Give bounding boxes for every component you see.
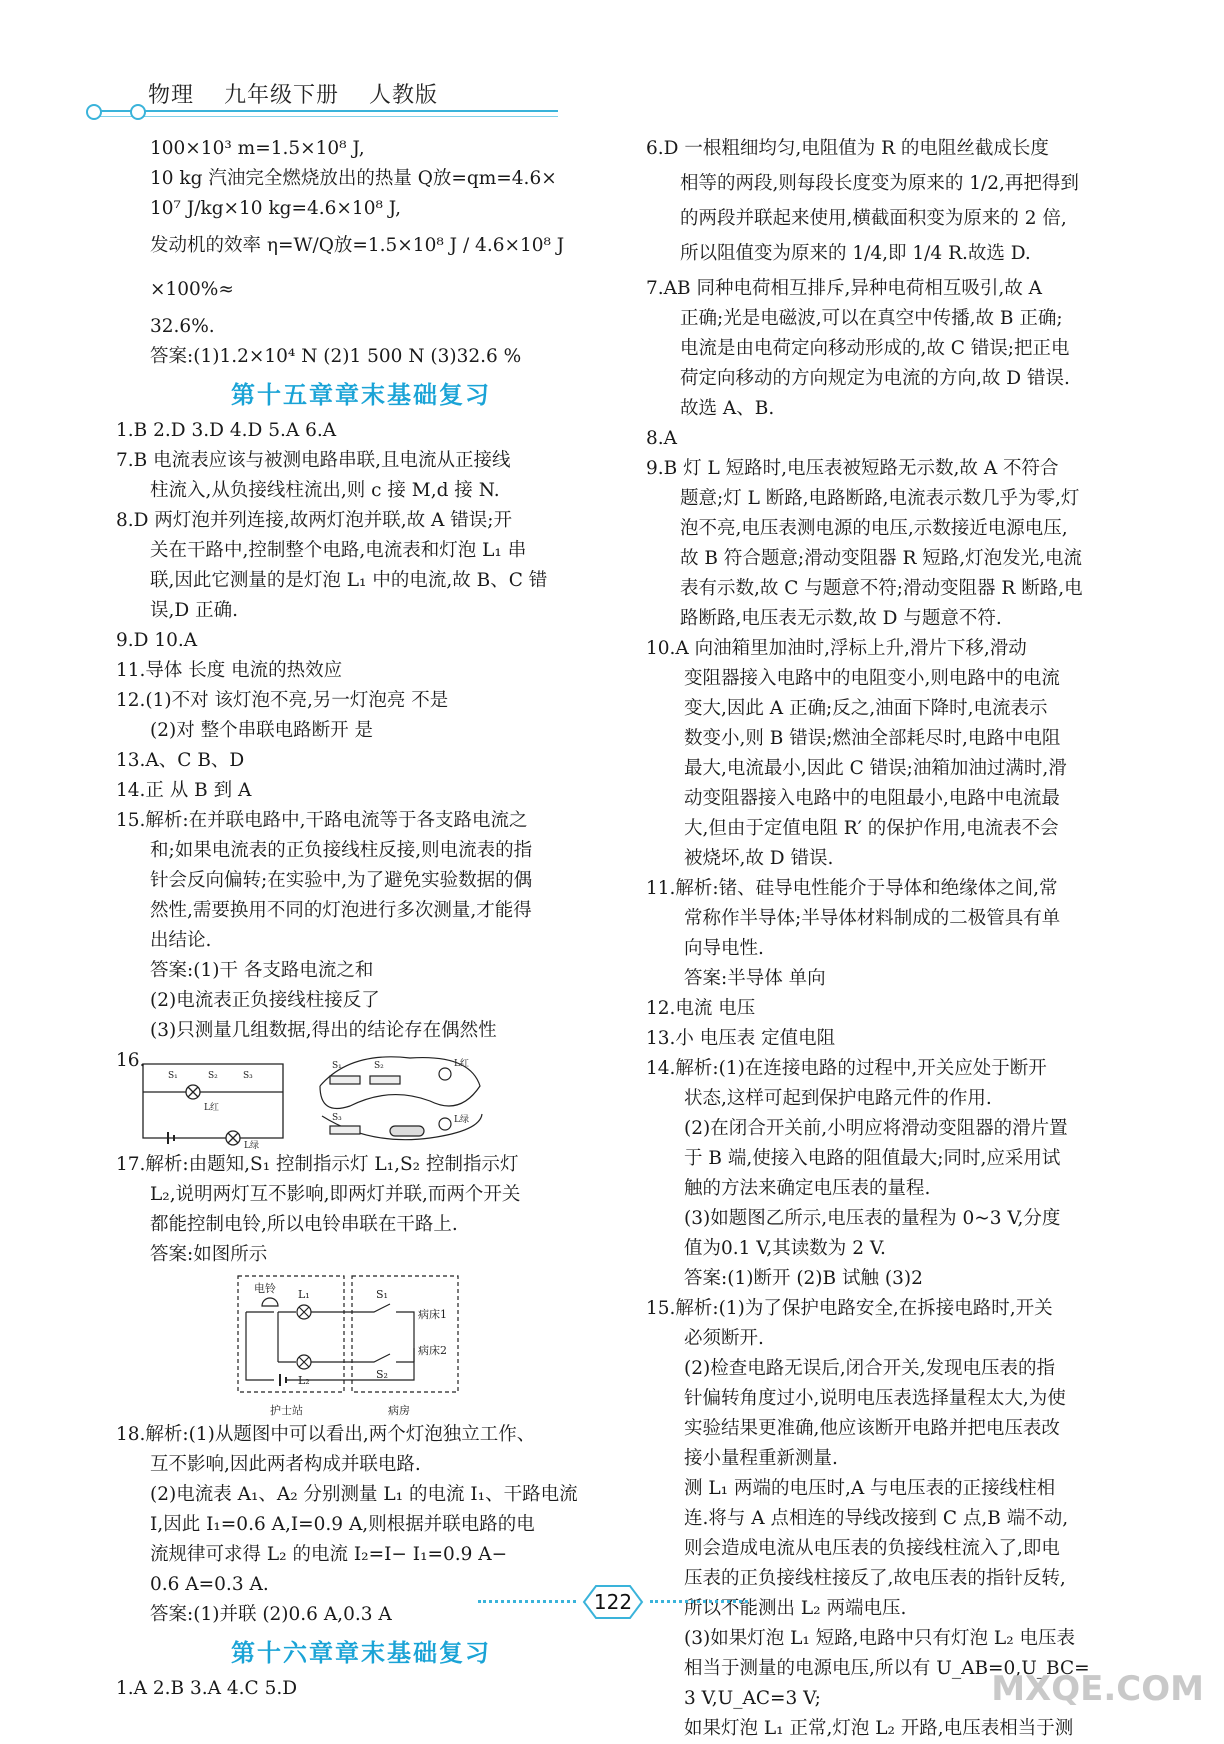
- text-line: 的两段并联起来使用,横截面积变为原来的 2 倍,: [680, 208, 1067, 229]
- page-header: [148, 78, 460, 109]
- answer-line: 11.导体 长度 电流的热效应: [116, 660, 343, 681]
- header-edition: 人教版: [369, 83, 439, 108]
- text-line: 动变阻器接入电路中的电阻最小,电路中电流最: [684, 788, 1060, 809]
- text-line: 题意;灯 L 断路,电路断路,电流表示数几乎为零,灯: [680, 488, 1080, 509]
- section-title-16: 第十六章章末基础复习: [231, 1639, 491, 1667]
- text-line: (3)如题图乙所示,电压表的量程为 0~3 V,分度: [684, 1208, 1061, 1229]
- header-subject: 物理: [148, 83, 195, 108]
- label-l-green: L绿: [244, 1141, 259, 1150]
- answer-line: 8.A: [646, 428, 678, 449]
- answer-line: 13.小 电压表 定值电阻: [646, 1028, 836, 1049]
- label-s2: S₂: [208, 1071, 218, 1081]
- text-line: 关在干路中,控制整个电路,电流表和灯泡 L₁ 串: [150, 540, 527, 561]
- q16-physical-wiring-diagram: [310, 1046, 490, 1150]
- page-number-badge: [580, 1582, 646, 1622]
- answer-line: 12.电流 电压: [646, 998, 756, 1019]
- label-bed1: 病床1: [418, 1308, 447, 1321]
- label-s2: S₂: [376, 1368, 388, 1381]
- text-line: 7.AB 同种电荷相互排斥,异种电荷相互吸引,故 A: [646, 278, 1042, 299]
- text-line: 15.解析:在并联电路中,干路电流等于各支路电流之: [116, 810, 528, 831]
- text-line: 相当于测量的电源电压,所以有 U_AB=0,U_BC=: [684, 1658, 1090, 1679]
- section-title-15: 第十五章章末基础复习: [231, 381, 491, 409]
- text-line: 数变小,则 B 错误;燃油全部耗尽时,电路中电阻: [684, 728, 1061, 749]
- text-line: 最大,电流最小,因此 C 错误;油箱加油过满时,滑: [684, 758, 1067, 779]
- text-line: 3 V,U_AC=3 V;: [684, 1688, 821, 1709]
- label-s3: S₃: [332, 1113, 342, 1123]
- text-line: 出结论.: [150, 930, 212, 951]
- answer-line: 12.(1)不对 该灯泡不亮,另一灯泡亮 不是: [116, 690, 449, 711]
- text-line: 被烧坏,故 D 错误.: [684, 848, 834, 869]
- label-l-red: L红: [204, 1103, 219, 1113]
- text-line: 实验结果更准确,他应该断开电路并把电压表改: [684, 1418, 1060, 1439]
- text-line: 10 kg 汽油完全燃烧放出的热量 Q放=qm=4.6×: [150, 168, 557, 189]
- answer-line: 答案:半导体 单向: [684, 968, 826, 989]
- text-line: 所以阻值变为原来的 1/4,即 1/4 R.故选 D.: [680, 243, 1031, 264]
- text-line: 然性,需要换用不同的灯泡进行多次测量,才能得: [150, 900, 532, 921]
- footer-dots-left: [478, 1600, 576, 1605]
- text-line: 常称作半导体;半导体材料制成的二极管具有单: [684, 908, 1061, 929]
- text-line: (2)在闭合开关前,小明应将滑动变阻器的滑片置: [684, 1118, 1068, 1139]
- text-line: 10⁷ J/kg×10 kg=4.6×10⁸ J,: [150, 198, 401, 219]
- text-line: 电流是由电荷定向移动形成的,故 C 错误;把正电: [680, 338, 1070, 359]
- q16-figures: [116, 1046, 606, 1150]
- text-line: 14.解析:(1)在连接电路的过程中,开关应处于断开: [646, 1058, 1047, 1079]
- text-line: 故选 A、B.: [680, 398, 775, 419]
- label-s1: S₁: [376, 1288, 388, 1301]
- text-line: 测 L₁ 两端的电压时,A 与电压表的正接线柱相: [684, 1478, 1056, 1499]
- answer-line: 13.A、C B、D: [116, 750, 245, 771]
- label-s3: S₃: [243, 1071, 253, 1081]
- text-line: 相等的两段,则每段长度变为原来的 1/2,再把得到: [680, 173, 1079, 194]
- answer-line: 1.B 2.D 3.D 4.D 5.A 6.A: [116, 420, 337, 441]
- header-dot-right: [130, 104, 146, 120]
- text-line: (2)电流表 A₁、A₂ 分别测量 L₁ 的电流 I₁、干路电流: [150, 1484, 578, 1505]
- answer-line: (3)只测量几组数据,得出的结论存在偶然性: [150, 1020, 497, 1041]
- text-line: 流规律可求得 L₂ 的电流 I₂=I− I₁=0.9 A−: [150, 1544, 508, 1565]
- text-line: 18.解析:(1)从题图中可以看出,两个灯泡独立工作、: [116, 1424, 536, 1445]
- text-line: 误,D 正确.: [150, 600, 238, 621]
- text-line: 大,但由于定值电阻 R′ 的保护作用,电流表不会: [684, 818, 1059, 839]
- answer-line: 答案:如图所示: [150, 1244, 268, 1265]
- text-line: 互不影响,因此两者构成并联电路.: [150, 1454, 421, 1475]
- text-line: 7.B 电流表应该与被测电路串联,且电流从正接线: [116, 450, 511, 471]
- header-rule: [98, 110, 558, 112]
- q17-figure: [116, 1270, 606, 1420]
- header-rule-thin: [98, 116, 558, 117]
- text-line: 泡不亮,电压表测电源的电压,示数接近电源电压,: [680, 518, 1068, 539]
- label-l-green: L绿: [454, 1115, 469, 1125]
- text-line: 和;如果电流表的正负接线柱反接,则电流表的指: [150, 840, 533, 861]
- answer-line: 9.D 10.A: [116, 630, 198, 651]
- text-line: 变阻器接入电路中的电阻变小,则电路中的电流: [684, 668, 1060, 689]
- text-line: 如果灯泡 L₁ 正常,灯泡 L₂ 开路,电压表相当于测: [684, 1718, 1074, 1739]
- label-s2: S₂: [374, 1061, 384, 1071]
- answer-line: (2)对 整个串联电路断开 是: [150, 720, 373, 741]
- label-l-red: L红: [454, 1059, 469, 1069]
- label-nurse-station: 护士站: [270, 1404, 303, 1417]
- answer-line: (2)电流表正负接线柱接反了: [150, 990, 380, 1011]
- text-line: 柱流入,从负接线柱流出,则 c 接 M,d 接 N.: [150, 480, 500, 501]
- text-line: 32.6%.: [150, 316, 215, 337]
- page-number: 122: [593, 1590, 633, 1614]
- text-line: 15.解析:(1)为了保护电路安全,在拆接电路时,开关: [646, 1298, 1053, 1319]
- text-line: 必须断开.: [684, 1328, 764, 1349]
- label-l1: L₁: [298, 1288, 310, 1301]
- label-bed2: 病床2: [418, 1344, 447, 1357]
- answer-line: 1.A 2.B 3.A 4.C 5.D: [116, 1678, 298, 1699]
- answer-line: 答案:(1)干 各支路电流之和: [150, 960, 374, 981]
- text-line: 10.A 向油箱里加油时,浮标上升,滑片下移,滑动: [646, 638, 1027, 659]
- text-line: 压表的正负接线柱接反了,故电压表的指针反转,: [684, 1568, 1066, 1589]
- text-line: 联,因此它测量的是灯泡 L₁ 中的电流,故 B、C 错: [150, 570, 548, 591]
- text-line: 表有示数,故 C 与题意不符;滑动变阻器 R 断路,电: [680, 578, 1083, 599]
- text-line: 8.D 两灯泡并列连接,故两灯泡并联,故 A 错误;开: [116, 510, 512, 531]
- text-line: 值为0.1 V,其读数为 2 V.: [684, 1238, 886, 1259]
- text-line: 触的方法来确定电压表的量程.: [684, 1178, 931, 1199]
- answer-line: 14.正 从 B 到 A: [116, 780, 252, 801]
- text-line: 6.D 一根粗细均匀,电阻值为 R 的电阻丝截成长度: [646, 138, 1049, 159]
- label-s1: S₁: [168, 1071, 178, 1081]
- text-line: 荷定向移动的方向规定为电流的方向,故 D 错误.: [680, 368, 1070, 389]
- text-line: 100×10³ m=1.5×10⁸ J,: [150, 138, 365, 159]
- header-grade: 九年级下册: [224, 83, 340, 108]
- label-l2: L₂: [298, 1374, 310, 1387]
- text-line: (2)检查电路无误后,闭合开关,发现电压表的指: [684, 1358, 1055, 1379]
- question-number: 16.: [116, 1050, 146, 1071]
- label-bell: 电铃: [254, 1282, 276, 1295]
- text-line: 于 B 端,使接入电路的阻值最大;同时,应采用试: [684, 1148, 1061, 1169]
- text-line: 针偏转角度过小,说明电压表选择量程太大,为使: [684, 1388, 1066, 1409]
- text-line: 针会反向偏转;在实验中,为了避免实验数据的偶: [150, 870, 533, 891]
- q17-circuit-diagram: [234, 1272, 474, 1420]
- text-line: (3)如果灯泡 L₁ 短路,电路中只有灯泡 L₂ 电压表: [684, 1628, 1076, 1649]
- text-line: 0.6 A=0.3 A.: [150, 1574, 269, 1595]
- answer-line: 答案:(1)断开 (2)B 试触 (3)2: [684, 1268, 923, 1289]
- efficiency-formula: 发动机的效率 η=W/Q放=1.5×10⁸ J / 4.6×10⁸ J ×100%≈: [150, 235, 565, 300]
- text-line: 变大,因此 A 正确;反之,油面下降时,电流表示: [684, 698, 1048, 719]
- text-line: 路断路,电压表无示数,故 D 与题意不符.: [680, 608, 1002, 629]
- text-line: 9.B 灯 L 短路时,电压表被短路无示数,故 A 不符合: [646, 458, 1059, 479]
- text-line: I,因此 I₁=0.6 A,I=0.9 A,则根据并联电路的电: [150, 1514, 535, 1535]
- label-s1: S₁: [332, 1061, 342, 1071]
- text-line: 11.解析:锗、硅导电性能介于导体和绝缘体之间,常: [646, 878, 1058, 899]
- right-column: [646, 134, 1116, 1744]
- text-line: 连.将与 A 点相连的导线改接到 C 点,B 端不动,: [684, 1508, 1069, 1529]
- label-ward: 病房: [388, 1404, 410, 1417]
- text-line: 都能控制电铃,所以电铃串联在干路上.: [150, 1214, 458, 1235]
- text-line: 17.解析:由题知,S₁ 控制指示灯 L₁,S₂ 控制指示灯: [116, 1154, 519, 1175]
- answer-line: 答案:(1)并联 (2)0.6 A,0.3 A: [150, 1604, 392, 1625]
- q16-circuit-diagram: [138, 1050, 288, 1150]
- text-line: 则会造成电流从电压表的负接线柱流入了,即电: [684, 1538, 1060, 1559]
- header-dot-left: [86, 104, 102, 120]
- text-line: 向导电性.: [684, 938, 764, 959]
- text-line: 状态,这样可起到保护电路元件的作用.: [684, 1088, 992, 1109]
- footer-dots-right: [650, 1600, 748, 1605]
- text-line: L₂,说明两灯互不影响,即两灯并联,而两个开关: [150, 1184, 521, 1205]
- text-line: 接小量程重新测量.: [684, 1448, 838, 1469]
- left-column: [116, 134, 606, 1704]
- text-line: 所以不能测出 L₂ 两端电压.: [684, 1598, 907, 1619]
- text-line: 正确;光是电磁波,可以在真空中传播,故 B 正确;: [680, 308, 1063, 329]
- answer-line: 答案:(1)1.2×10⁴ N (2)1 500 N (3)32.6 %: [150, 346, 522, 367]
- watermark: MXQE.COM: [991, 1669, 1204, 1709]
- text-line: 故 B 符合题意;滑动变阻器 R 短路,灯泡发光,电流: [680, 548, 1083, 569]
